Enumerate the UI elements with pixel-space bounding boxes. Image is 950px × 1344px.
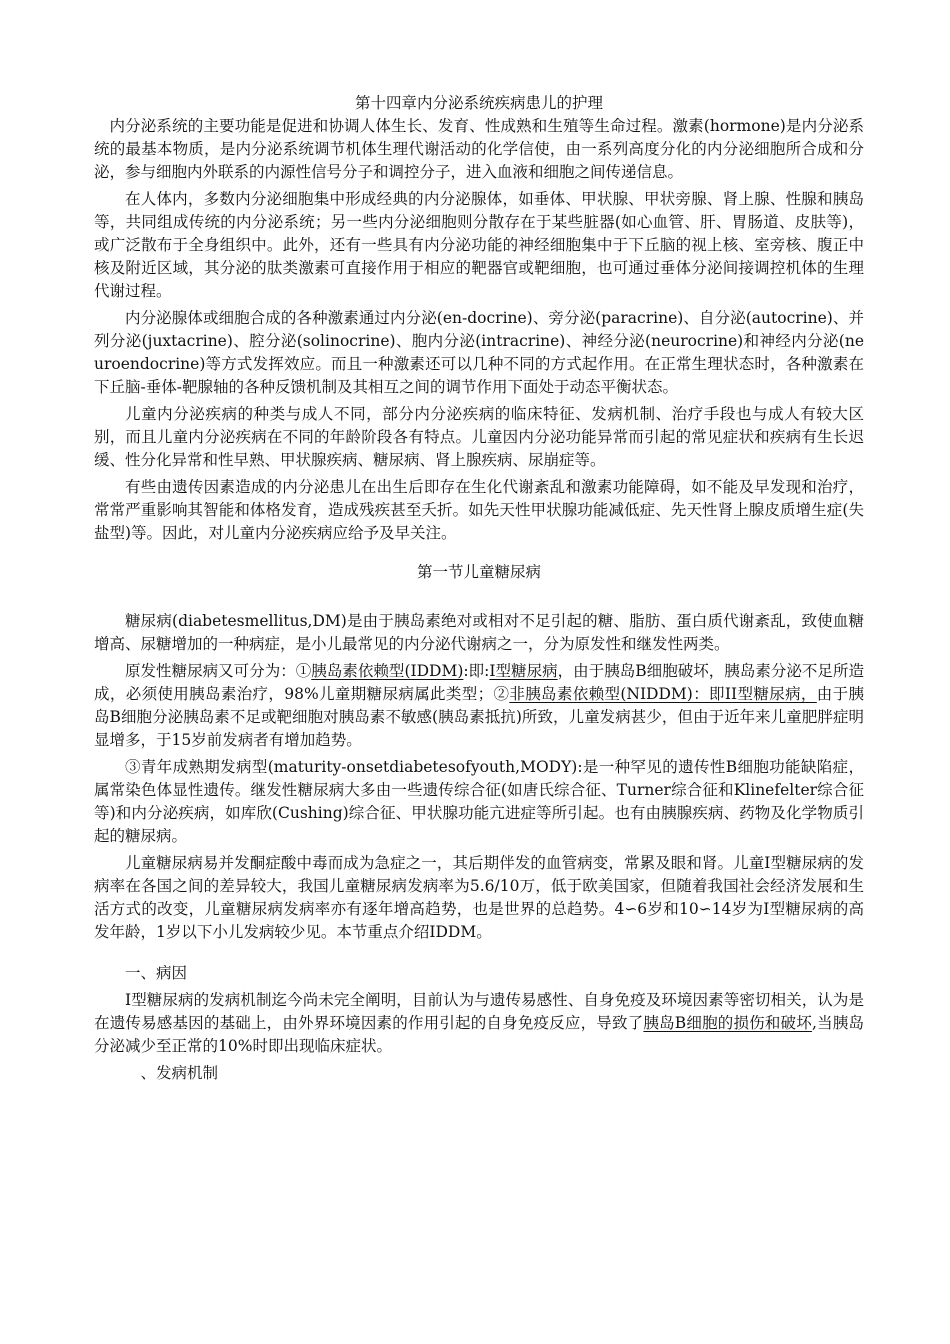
classification-text-d: 由于胰岛B细胞分泌胰岛素不足或靶细胞对胰岛素不敏感(胰岛素抵抗)所致，儿童发病甚少，但由于近年来儿童肥胖症明显增多，于15岁前发病者有增加趋势。 [94, 685, 864, 749]
classification-text-b: :即: [463, 662, 490, 680]
etiology-heading: 一、病因 [125, 964, 188, 982]
iddm-term: 胰岛素依赖型(IDDM) [311, 662, 464, 680]
chapter-title: 第十四章内分泌系统疾病患儿的护理 [354, 94, 603, 112]
intro-paragraph-1: 内分泌系统的主要功能是促进和协调人体生长、发育、性成熟和生殖等生命过程。激素(hormone)是内分泌系统的最基本物质，是内分泌系统调节机体生理代谢活动的化学信使，由一系列高度分化的内分泌细胞所合成和分泌，参与细胞内外联系的内源性信号分子和调控分子，进入血液和细胞之间传递信息。 [94, 117, 864, 181]
etiology-text-a: I型糖尿病的发病机制迄今尚未完全阐明，目前认为与遗传易感性、自身免疫及环境因素等密切相关，认为是在遗传易感基因的基础上，由外界环境因素的作用引起的自身免疫反应，导致了 [94, 991, 864, 1032]
diabetes-definition-paragraph: 糖尿病(diabetesmellitus,DM)是由于胰岛素绝对或相对不足引起的糖、脂肪、蛋白质代谢紊乱，致使血糖增高、尿糖增加的一种病症，是小儿最常见的内分泌代谢病之一，分为原发性和继发性两类。 [94, 612, 864, 653]
type1-term: I型糖尿病 [489, 662, 558, 680]
pathogenesis-heading: 、发病机制 [140, 1064, 219, 1082]
etiology-paragraph [94, 989, 864, 1058]
document-page [94, 92, 864, 1085]
classification-text-a: 原发性糖尿病又可分为：① [125, 662, 312, 680]
intro-paragraph-5: 有些由遗传因素造成的内分泌患儿在出生后即存在生化代谢紊乱和激素功能障碍，如不能及早发现和治疗，常常严重影响其智能和体格发育，造成残疾甚至夭折。如先天性甲状腺功能减低症、先天性肾上腺皮质增生症(失盐型)等。因此，对儿童内分泌疾病应给予及早关注。 [94, 478, 864, 542]
etiology-text-b: ,当胰岛分泌减少至正常的10%时即出现临床症状。 [94, 1014, 864, 1055]
diabetes-classification-paragraph [94, 660, 864, 752]
classification-text-c: ，由于胰岛B细胞破坏，胰岛素分泌不足所造成，必须使用胰岛素治疗，98%儿童期糖尿病属此类型；② [94, 662, 864, 703]
intro-paragraph-4: 儿童内分泌疾病的种类与成人不同，部分内分泌疾病的临床特征、发病机制、治疗手段也与成人有较大区别，而且儿童内分泌疾病在不同的年龄阶段各有特点。儿童因内分泌功能异常而引起的常见症状和疾病有生长迟缓、性分化异常和性早熟、甲状腺疾病、糖尿病、肾上腺疾病、尿崩症等。 [94, 405, 864, 469]
intro-paragraph-3: 内分泌腺体或细胞合成的各种激素通过内分泌(en-docrine)、旁分泌(paracrine)、自分泌(autocrine)、并列分泌(juxtacrine)、腔分泌(solinocrine)、胞内分泌(intracrine)、神经分泌(neurocrine)和神经内分泌(neuroendocrine)等方式发挥效应。而且一种激素还可以几种不同的方式起作用。在正常生理状态时，各种激素在下丘脑-垂体-靶腺轴的各种反馈机制及其相互之间的调节作用下面处于动态平衡状态。 [94, 309, 864, 396]
mody-paragraph: ③青年成熟期发病型(maturity-onsetdiabetesofyouth,MODY):是一种罕见的遗传性B细胞功能缺陷症，属常染色体显性遗传。继发性糖尿病大多由一些遗传综合征(如唐氏综合征、Turner综合征和Klinefelter综合征等)和内分泌疾病，如库欣(Cushing)综合征、甲状腺功能亢进症等所引起。也有由胰腺疾病、药物及化学物质引起的糖尿病。 [94, 758, 864, 845]
complication-paragraph: 儿童糖尿病易并发酮症酸中毒而成为急症之一，其后期伴发的血管病变，常累及眼和肾。儿童I型糖尿病的发病率在各国之间的差异较大，我国儿童糖尿病发病率为5.6/10万，低于欧美国家，但随着我国社会经济发展和生活方式的改变，儿童糖尿病发病率亦有逐年增高趋势，也是世界的总趋势。4∽6岁和10∽14岁为I型糖尿病的高发年龄，1岁以下小儿发病较少见。本节重点介绍IDDM。 [94, 854, 864, 941]
section-title: 第一节儿童糖尿病 [416, 563, 541, 581]
niddm-term: 非胰岛素依赖型(NIDDM)：即II型糖尿病， [509, 685, 817, 703]
beta-cell-damage-term: 胰岛B细胞的损伤和破坏 [643, 1014, 812, 1032]
intro-paragraph-2: 在人体内，多数内分泌细胞集中形成经典的内分泌腺体，如垂体、甲状腺、甲状旁腺、肾上腺、性腺和胰岛等，共同组成传统的内分泌系统；另一些内分泌细胞则分散存在于某些脏器(如心血管、肝、胃肠道、皮肤等)，或广泛散布于全身组织中。此外，还有一些具有内分泌功能的神经细胞集中于下丘脑的视上核、室旁核、腹正中核及附近区域，其分泌的肽类激素可直接作用于相应的靶器官或靶细胞，也可通过垂体分泌间接调控机体的生理代谢过程。 [94, 190, 864, 300]
